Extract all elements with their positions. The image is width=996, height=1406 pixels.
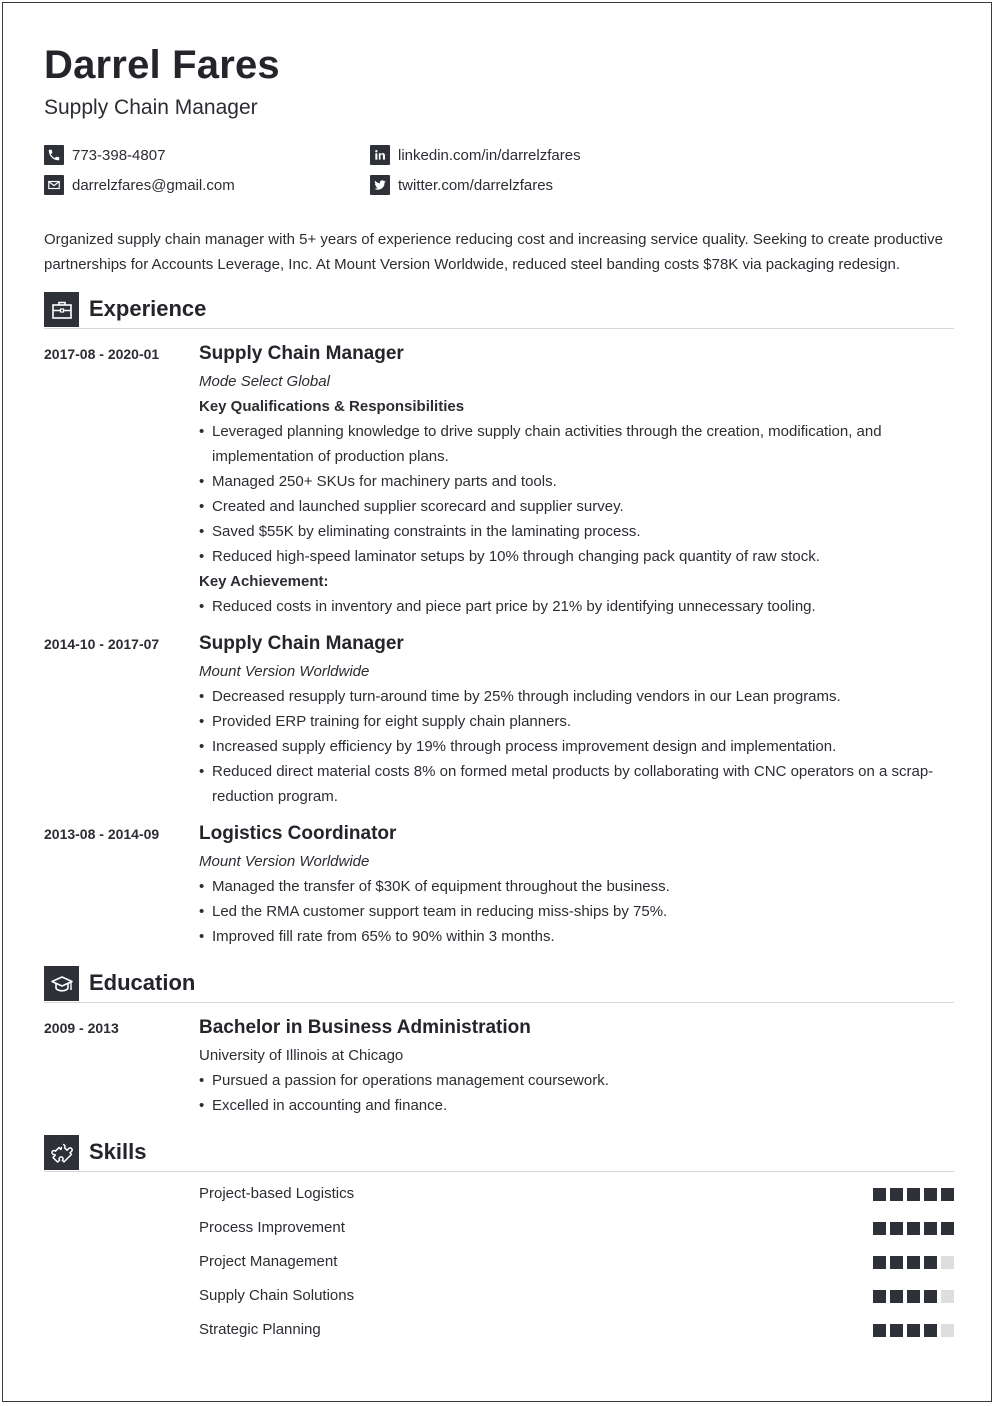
contact-email	[44, 175, 235, 195]
summary-text: Organized supply chain manager with 5+ years of experience reducing cost and increasing service quality. Seeking to create productive partnerships for Accounts Leverage, Inc. At Mount Version Worldwide, reduced steel banding costs $78K via packaging redesign.	[44, 231, 943, 273]
rating-dot-filled	[873, 1222, 886, 1235]
bullet-list	[199, 684, 954, 809]
bullet-item: • Pursued a passion for operations management coursework.	[199, 1068, 954, 1093]
skills-heading: Skills	[89, 1139, 147, 1164]
phone-text[interactable]: 773-398-4807	[72, 146, 166, 164]
rating-dot-filled	[924, 1188, 937, 1201]
bullet-item: • Managed the transfer of $30K of equipment throughout the business.	[199, 874, 954, 899]
linkedin-icon	[370, 145, 390, 165]
rating-dot-filled	[907, 1324, 920, 1337]
entry-dates: 2009 - 2013	[44, 1020, 119, 1036]
skill-name: Project-based Logistics	[199, 1185, 355, 1202]
envelope-icon	[44, 175, 64, 195]
rating-dot-filled	[924, 1290, 937, 1303]
skill-row	[199, 1183, 954, 1205]
achievement-heading: Key Achievement:	[199, 573, 329, 590]
rating-dot-filled	[890, 1222, 903, 1235]
graduation-cap-icon	[44, 966, 79, 1001]
skill-rating	[869, 1188, 954, 1201]
linkedin-text[interactable]: linkedin.com/in/darrelzfares	[398, 146, 581, 164]
rating-dot-filled	[907, 1222, 920, 1235]
bullet-item: • Led the RMA customer support team in reducing miss-ships by 75%.	[199, 899, 954, 924]
rating-dot-filled	[924, 1256, 937, 1269]
puzzle-icon	[44, 1135, 79, 1170]
education-section-header	[44, 966, 954, 1003]
rating-dot-filled	[907, 1188, 920, 1201]
skill-row	[199, 1285, 954, 1307]
bullet-item: • Reduced direct material costs 8% on formed metal products by collaborating with CNC operators on a scrap-reduction program.	[199, 759, 954, 809]
skill-rating	[869, 1290, 954, 1303]
bullet-item: • Reduced high-speed laminator setups by 10% through changing pack quantity of raw stock.	[199, 544, 954, 569]
skill-name: Supply Chain Solutions	[199, 1287, 355, 1304]
bullet-item: • Decreased resupply turn-around time by 25% through including vendors in our Lean programs.	[199, 684, 954, 709]
skill-row	[199, 1319, 954, 1341]
bullet-list	[199, 594, 954, 619]
bullet-list	[199, 874, 954, 949]
rating-dot-filled	[873, 1324, 886, 1337]
entry-school: University of Illinois at Chicago	[199, 1047, 404, 1064]
skill-row	[199, 1251, 954, 1273]
entry-company: Mount Version Worldwide	[199, 853, 370, 870]
rating-dot-filled	[941, 1222, 954, 1235]
bullet-item: • Provided ERP training for eight supply chain planners.	[199, 709, 954, 734]
entry-dates: 2013-08 - 2014-09	[44, 826, 160, 842]
briefcase-icon	[44, 292, 79, 327]
rating-dot-filled	[873, 1256, 886, 1269]
entry-role: Supply Chain Manager	[199, 343, 404, 364]
candidate-title: Supply Chain Manager	[44, 96, 258, 119]
skill-rating	[869, 1256, 954, 1269]
contact-phone	[44, 145, 165, 165]
experience-section-header	[44, 292, 954, 329]
bullet-list	[199, 419, 954, 569]
entry-company: Mount Version Worldwide	[199, 663, 370, 680]
education-heading: Education	[89, 970, 196, 995]
rating-dot-filled	[924, 1222, 937, 1235]
experience-heading: Experience	[89, 296, 207, 321]
rating-dot-filled	[924, 1324, 937, 1337]
bullet-item: • Excelled in accounting and finance.	[199, 1093, 954, 1118]
rating-dot-filled	[873, 1188, 886, 1201]
entry-dates: 2017-08 - 2020-01	[44, 346, 160, 362]
rating-dot-empty	[941, 1256, 954, 1269]
twitter-text[interactable]: twitter.com/darrelzfares	[398, 176, 554, 194]
bullet-item: • Leveraged planning knowledge to drive supply chain activities through the creation, modification, and implementation of production plans.	[199, 419, 954, 469]
entry-company: Mode Select Global	[199, 373, 330, 390]
entry-dates: 2014-10 - 2017-07	[44, 636, 160, 652]
bullet-item: • Managed 250+ SKUs for machinery parts and tools.	[199, 469, 954, 494]
skill-name: Process Improvement	[199, 1219, 345, 1236]
phone-icon	[44, 145, 64, 165]
bullet-list	[199, 1068, 954, 1118]
rating-dot-filled	[890, 1188, 903, 1201]
candidate-name: Darrel Fares	[44, 43, 280, 87]
entry-role: Supply Chain Manager	[199, 633, 404, 654]
skill-name: Project Management	[199, 1253, 338, 1270]
rating-dot-filled	[873, 1290, 886, 1303]
rating-dot-filled	[890, 1324, 903, 1337]
qualifications-heading: Key Qualifications & Responsibilities	[199, 398, 465, 415]
rating-dot-filled	[907, 1256, 920, 1269]
skill-rating	[869, 1324, 954, 1337]
bullet-item: • Increased supply efficiency by 19% through process improvement design and implementation.	[199, 734, 954, 759]
entry-role: Logistics Coordinator	[199, 823, 397, 844]
rating-dot-empty	[941, 1324, 954, 1337]
skills-section-header	[44, 1135, 954, 1172]
rating-dot-filled	[890, 1290, 903, 1303]
rating-dot-filled	[941, 1188, 954, 1201]
bullet-item: • Saved $55K by eliminating constraints in the laminating process.	[199, 519, 954, 544]
rating-dot-empty	[941, 1290, 954, 1303]
contact-linkedin	[370, 145, 581, 165]
skill-name: Strategic Planning	[199, 1321, 321, 1338]
rating-dot-filled	[907, 1290, 920, 1303]
entry-degree: Bachelor in Business Administration	[199, 1017, 531, 1038]
rating-dot-filled	[890, 1256, 903, 1269]
email-text[interactable]: darrelzfares@gmail.com	[72, 176, 235, 194]
resume-page	[2, 2, 992, 1402]
contact-twitter	[370, 175, 553, 195]
skill-row	[199, 1217, 954, 1239]
twitter-icon	[370, 175, 390, 195]
skill-rating	[869, 1222, 954, 1235]
bullet-item: • Reduced costs in inventory and piece part price by 21% by identifying unnecessary tooling.	[199, 594, 954, 619]
bullet-item: • Improved fill rate from 65% to 90% within 3 months.	[199, 924, 954, 949]
bullet-item: • Created and launched supplier scorecard and supplier survey.	[199, 494, 954, 519]
